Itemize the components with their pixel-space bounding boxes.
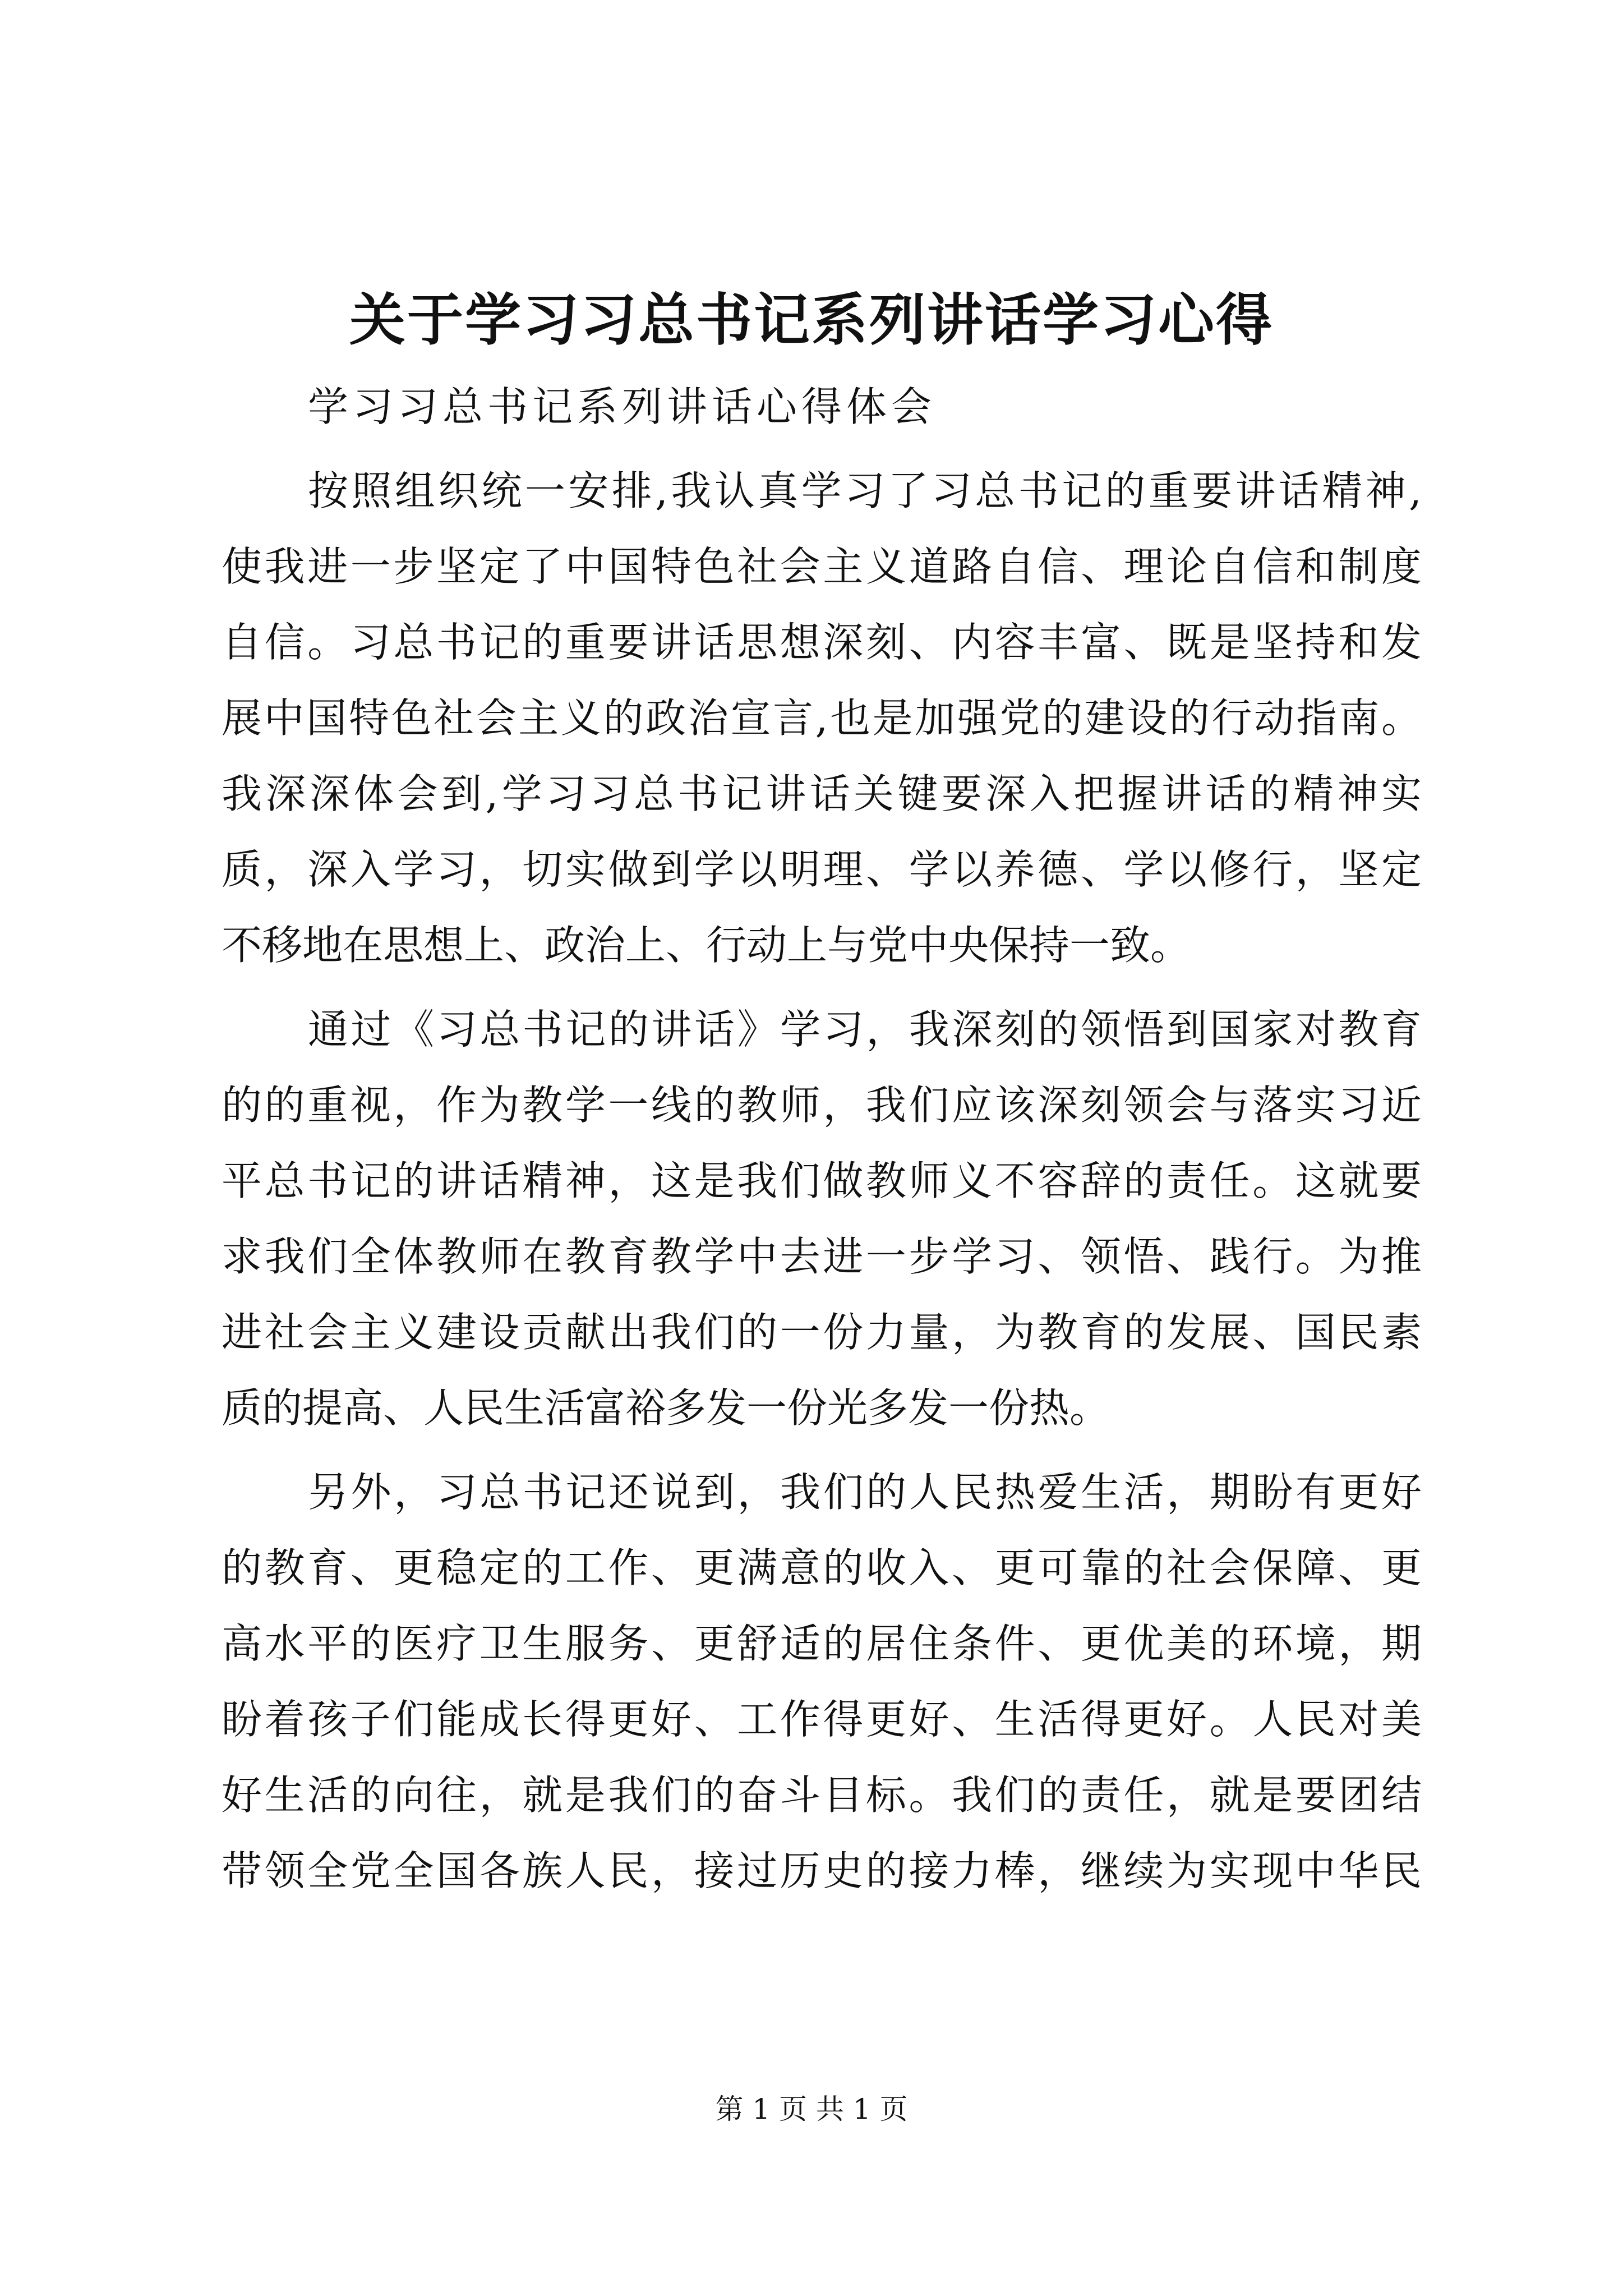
text-line: 盼着孩子们能成长得更好、工作得更好、生活得更好。人民对美 <box>222 1696 1422 1743</box>
text-line: 另外，习总书记还说到，我们的人民热爱生活，期盼有更好 <box>308 1469 1422 1516</box>
text-line: 高水平的医疗卫生服务、更舒适的居住条件、更优美的环境，期 <box>222 1620 1422 1667</box>
text-line: 通过《习总书记的讲话》学习，我深刻的领悟到国家对教育 <box>308 1006 1422 1053</box>
text-line: 我深深体会到,学习习总书记讲话关键要深入把握讲话的精神实 <box>222 770 1422 817</box>
text-line: 质的提高、人民生活富裕多发一份光多发一份热。 <box>222 1384 1110 1432</box>
document-subtitle: 学习习总书记系列讲话心得体会 <box>308 383 937 430</box>
text-line: 使我进一步坚定了中国特色社会主义道路自信、理论自信和制度 <box>222 543 1422 590</box>
text-line: 的的重视，作为教学一线的教师，我们应该深刻领会与落实习近 <box>222 1082 1422 1129</box>
text-line: 求我们全体教师在教育教学中去进一步学习、领悟、践行。为推 <box>222 1233 1422 1280</box>
text-line: 质，深入学习，切实做到学以明理、学以养德、学以修行，坚定 <box>222 846 1422 893</box>
text-line: 好生活的向往，就是我们的奋斗目标。我们的责任，就是要团结 <box>222 1772 1422 1819</box>
text-line: 不移地在思想上、政治上、行动上与党中央保持一致。 <box>222 922 1191 969</box>
text-line: 自信。习总书记的重要讲话思想深刻、内容丰富、既是坚持和发 <box>222 619 1422 666</box>
text-line: 按照组织统一安排,我认真学习了习总书记的重要讲话精神, <box>308 467 1422 514</box>
document-title: 关于学习习总书记系列讲话学习心得 <box>349 287 1274 353</box>
text-line: 带领全党全国各族人民，接过历史的接力棒，继续为实现中华民 <box>222 1847 1422 1894</box>
text-line: 展中国特色社会主义的政治宣言,也是加强党的建设的行动指南。 <box>222 694 1422 742</box>
text-line: 进社会主义建设贡献出我们的一份力量，为教育的发展、国民素 <box>222 1309 1422 1356</box>
text-line: 的教育、更稳定的工作、更满意的收入、更可靠的社会保障、更 <box>222 1544 1422 1591</box>
page-footer: 第 1 页 共 1 页 <box>715 2093 908 2125</box>
text-line: 平总书记的讲话精神，这是我们做教师义不容辞的责任。这就要 <box>222 1157 1422 1204</box>
